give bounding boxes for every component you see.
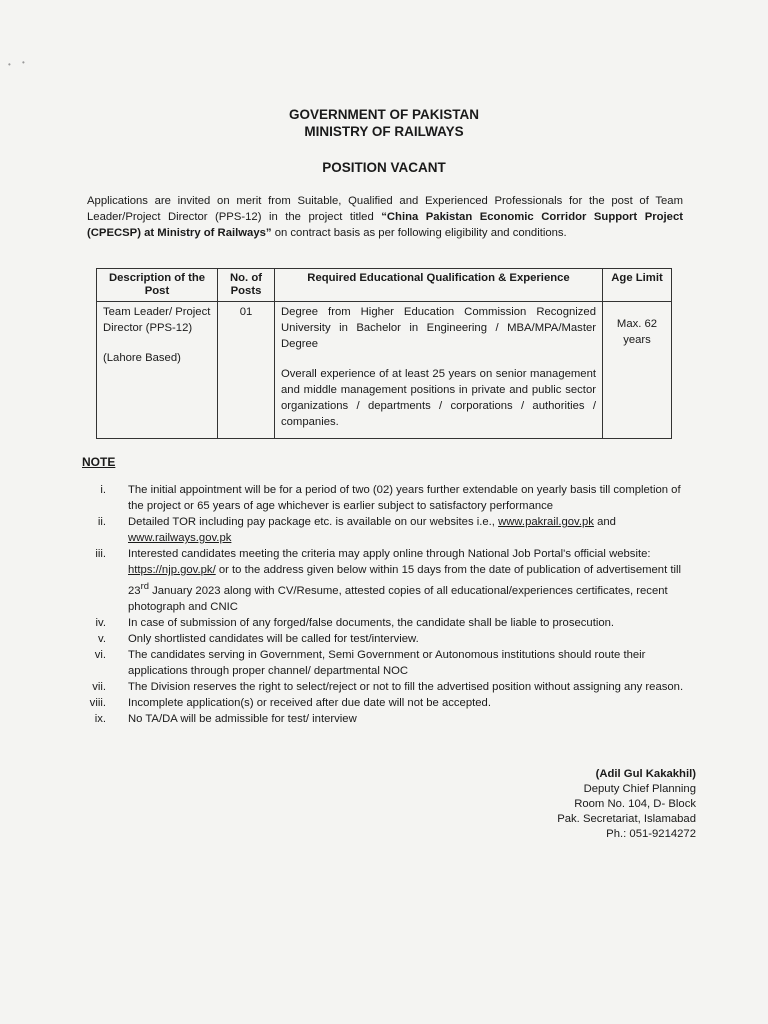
cell-posts: 01 bbox=[218, 302, 275, 439]
page-title: POSITION VACANT bbox=[322, 160, 446, 175]
note-number: vi. bbox=[94, 648, 106, 661]
note-heading: NOTE bbox=[82, 455, 116, 469]
note-number: vii. bbox=[92, 680, 106, 693]
cell-qualification bbox=[275, 302, 603, 439]
signatory-phone: Ph.: 051-9214272 bbox=[606, 828, 696, 840]
note-text: The initial appointment will be for a period of two (02) years further extendable on yearly basis till completion of the project or 65 years of age whichever is earlier subject to satisfactory performance bbox=[128, 484, 681, 512]
scan-speck: • bbox=[22, 58, 25, 67]
note-text: The candidates serving in Government, Semi Government or Autonomous institutions should route their applications through proper channel/ departmental NOC bbox=[128, 648, 646, 677]
note-text: In case of submission of any forged/false documents, the candidate shall be liable to prosecution. bbox=[128, 616, 615, 629]
col-header-qualification: Required Educational Qualification & Experience bbox=[275, 269, 603, 302]
note-text: Interested candidates meeting the criteria may apply online through National Job Portal's official website: bbox=[128, 548, 651, 560]
qualification-text: Degree from Higher Education Commission Recognized University in Bachelor in Engineering / MBA/MPA/Master Degree bbox=[281, 306, 596, 350]
age-limit: Max. 62 years bbox=[616, 318, 658, 346]
cell-age bbox=[603, 302, 672, 439]
notes-list bbox=[80, 482, 688, 727]
list-item bbox=[80, 546, 688, 615]
note-text: and bbox=[593, 516, 616, 528]
note-number: iv. bbox=[95, 616, 106, 629]
note-number: ii. bbox=[97, 516, 106, 528]
table-row bbox=[97, 302, 672, 439]
project-name: “China Pakistan Economic Corridor Support Project (CPECSP) at Ministry of Railways” bbox=[87, 211, 683, 239]
note-number: v. bbox=[98, 632, 106, 645]
list-item bbox=[80, 679, 688, 695]
list-item bbox=[80, 631, 688, 647]
note-text: Incomplete application(s) or received after due date will not be accepted. bbox=[128, 696, 491, 709]
note-number: ix. bbox=[94, 712, 106, 725]
post-location: (Lahore Based) bbox=[103, 352, 181, 364]
list-item bbox=[80, 647, 688, 679]
col-header-posts: No. of Posts bbox=[218, 269, 275, 302]
intro-text-end: on contract basis as per following eligibility and conditions. bbox=[271, 227, 567, 239]
note-text: No TA/DA will be admissible for test/ interview bbox=[128, 712, 357, 725]
signatory-room: Room No. 104, D- Block bbox=[574, 798, 696, 810]
list-item bbox=[80, 514, 688, 546]
table-header-row bbox=[97, 269, 672, 302]
note-text: January 2023 along with CV/Resume, attested copies of all educational/experiences certificates, recent photograph and CNIC bbox=[128, 584, 668, 613]
post-title: Team Leader/ Project Director (PPS-12) bbox=[103, 306, 211, 334]
note-number: iii. bbox=[95, 548, 106, 560]
date-suffix: rd bbox=[140, 580, 149, 591]
railways-link[interactable]: www.railways.gov.pk bbox=[128, 532, 232, 544]
scan-speck: • bbox=[8, 60, 11, 69]
intro-text: Applications are invited on merit from Suitable, Qualified and Experienced Professionals for the post of Team Leader/Project Director (PPS-12) in the project titled bbox=[87, 195, 683, 223]
signature-block bbox=[557, 767, 696, 842]
header-government: GOVERNMENT OF PAKISTAN bbox=[288, 107, 479, 122]
cell-post bbox=[97, 302, 218, 439]
col-header-age: Age Limit bbox=[603, 269, 672, 302]
col-header-description: Description of the Post bbox=[97, 269, 218, 302]
signatory-name: (Adil Gul Kakakhil) bbox=[595, 768, 696, 780]
intro-paragraph bbox=[87, 193, 683, 241]
note-number: viii. bbox=[89, 696, 106, 709]
position-table bbox=[96, 268, 672, 439]
note-number: i. bbox=[100, 484, 106, 496]
list-item bbox=[80, 482, 688, 514]
note-text: Only shortlisted candidates will be called for test/interview. bbox=[128, 632, 419, 645]
note-text: or to the address given below within 15 days from the date of publication of advertisement till 23 bbox=[128, 564, 682, 597]
list-item bbox=[80, 711, 688, 727]
list-item bbox=[80, 695, 688, 711]
pakrail-link[interactable]: www.pakrail.gov.pk bbox=[498, 516, 594, 528]
signatory-designation: Deputy Chief Planning bbox=[583, 783, 696, 795]
njp-link[interactable]: https://njp.gov.pk/ bbox=[128, 564, 216, 576]
signatory-address: Pak. Secretariat, Islamabad bbox=[557, 813, 696, 825]
list-item bbox=[80, 615, 688, 631]
header-ministry: MINISTRY OF RAILWAYS bbox=[304, 124, 464, 139]
experience-text: Overall experience of at least 25 years on senior management and middle management positions in private and public sector organizations / departments / corporations / authorities / companies. bbox=[281, 368, 596, 428]
note-text: Detailed TOR including pay package etc. is available on our websites i.e., bbox=[128, 516, 499, 528]
note-text: The Division reserves the right to select/reject or not to fill the advertised position without assigning any reason. bbox=[128, 680, 684, 693]
